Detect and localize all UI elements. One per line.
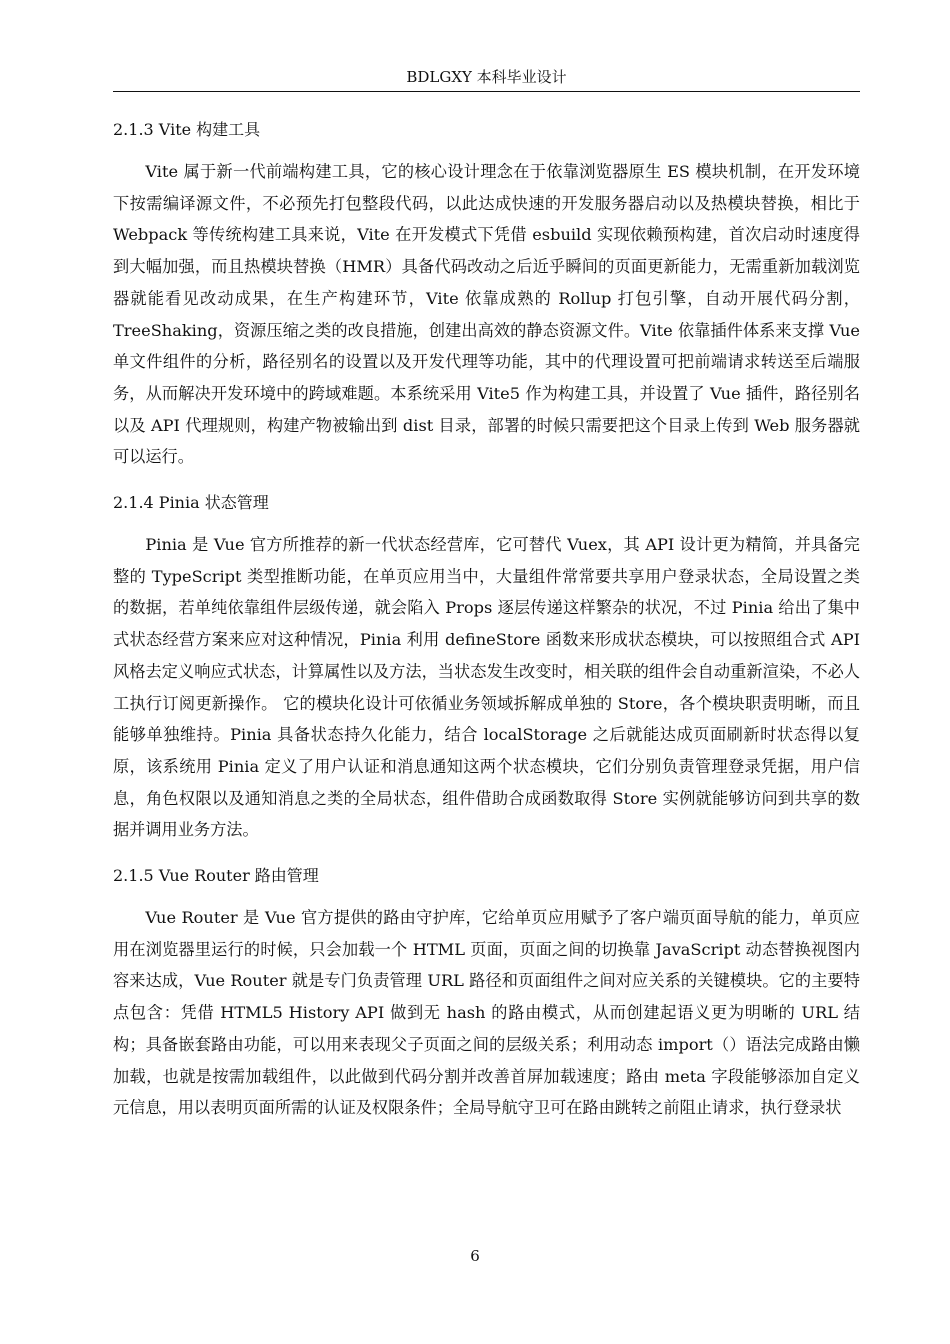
section-heading: 2.1.3 Vite 构建工具: [113, 120, 261, 139]
page-number: 6: [470, 1247, 480, 1265]
page-content: [113, 116, 860, 1124]
header-rule: [113, 91, 860, 92]
section-pinia: [113, 489, 860, 846]
section-heading: 2.1.5 Vue Router 路由管理: [113, 866, 319, 886]
section-paragraph: Vite 属于新一代前端构建工具，它的核心设计理念在于依靠浏览器原生 ES 模块机制，在开发环境下按需编译源文件，不必预先打包整段代码，以此达成快速的开发服务器启动以及热模块替换，相比于 Webpack 等传统构建工具来说，Vite 在开发模式下凭借 esbuild 实现依赖预构建，首次启动时速度得到大幅加强，而且热模块替换（HMR）具备代码改动之后近乎瞬间的页面更新能力，无需重新加载浏览器就能看见改动成果，在生产构建环节，Vite 依靠成熟的 Rollup 打包引擎，自动开展代码分割，TreeShaking，资源压缩之类的改良措施，创建出高效的静态资源文件。Vite 依靠插件体系来支撑 Vue 单文件组件的分析，路径别名的设置以及开发代理等功能，其中的代理设置可把前端请求转送至后端服务，从而解决开发环境中的跨域难题。本系统采用 Vite5 作为构建工具，并设置了 Vue 插件，路径别名以及 API 代理规则，构建产物被输出到 dist 目录，部署的时候只需要把这个目录上传到 Web 服务器就可以运行。: [113, 162, 860, 467]
section-vue-router: [113, 862, 860, 1124]
section-paragraph: Vue Router 是 Vue 官方提供的路由守护库，它给单页应用赋予了客户端页面导航的能力，单页应用在浏览器里运行的时候，只会加载一个 HTML 页面，页面之间的切换靠 JavaScript 动态替换视图内容来达成，Vue Router 就是专门负责管理 URL 路径和页面组件之间对应关系的关键模块。它的主要特点包含：凭借 HTML5 History API 做到无 hash 的路由模式，从而创建起语义更为明晰的 URL 结构；具备嵌套路由功能，可以用来表现父子页面之间的层级关系；利用动态 import（）语法完成路由懒加载，也就是按需加载组件，以此做到代码分割并改善首屏加载速度；路由 meta 字段能够添加自定义元信息，用以表明页面所需的认证及权限条件；全局导航守卫可在路由跳转之前阻止请求，执行登录状: [113, 908, 860, 1118]
section-heading: 2.1.4 Pinia 状态管理: [113, 493, 269, 513]
section-paragraph: Pinia 是 Vue 官方所推荐的新一代状态经营库，它可替代 Vuex，其 API 设计更为精简，并具备完整的 TypeScript 类型推断功能，在单页应用当中，大量组件常常要共享用户登录状态，全局设置之类的数据，若单纯依靠组件层级传递，就会陷入 Props 逐层传递这样繁杂的状况，不过 Pinia 给出了集中式状态经营方案来应对这种情况，Pinia 利用 defineStore 函数来形成状态模块，可以按照组合式 API 风格去定义响应式状态，计算属性以及方法，当状态发生改变时，相关联的组件会自动重新渲染，不必人工执行订阅更新操作。 它的模块化设计可依循业务领域拆解成单独的 Store，各个模块职责明晰，而且能够单独维持。Pinia 具备状态持久化能力，结合 localStorage 之后就能达成页面刷新时状态得以复原，该系统用 Pinia 定义了用户认证和消息通知这两个状态模块，它们分别负责管理登录凭据，用户信息，角色权限以及通知消息之类的全局状态，组件借助合成函数取得 Store 实例就能够访问到共享的数据并调用业务方法。: [113, 535, 860, 840]
page-header: BDLGXY 本科毕业设计: [406, 68, 567, 86]
section-vite: [113, 116, 860, 473]
